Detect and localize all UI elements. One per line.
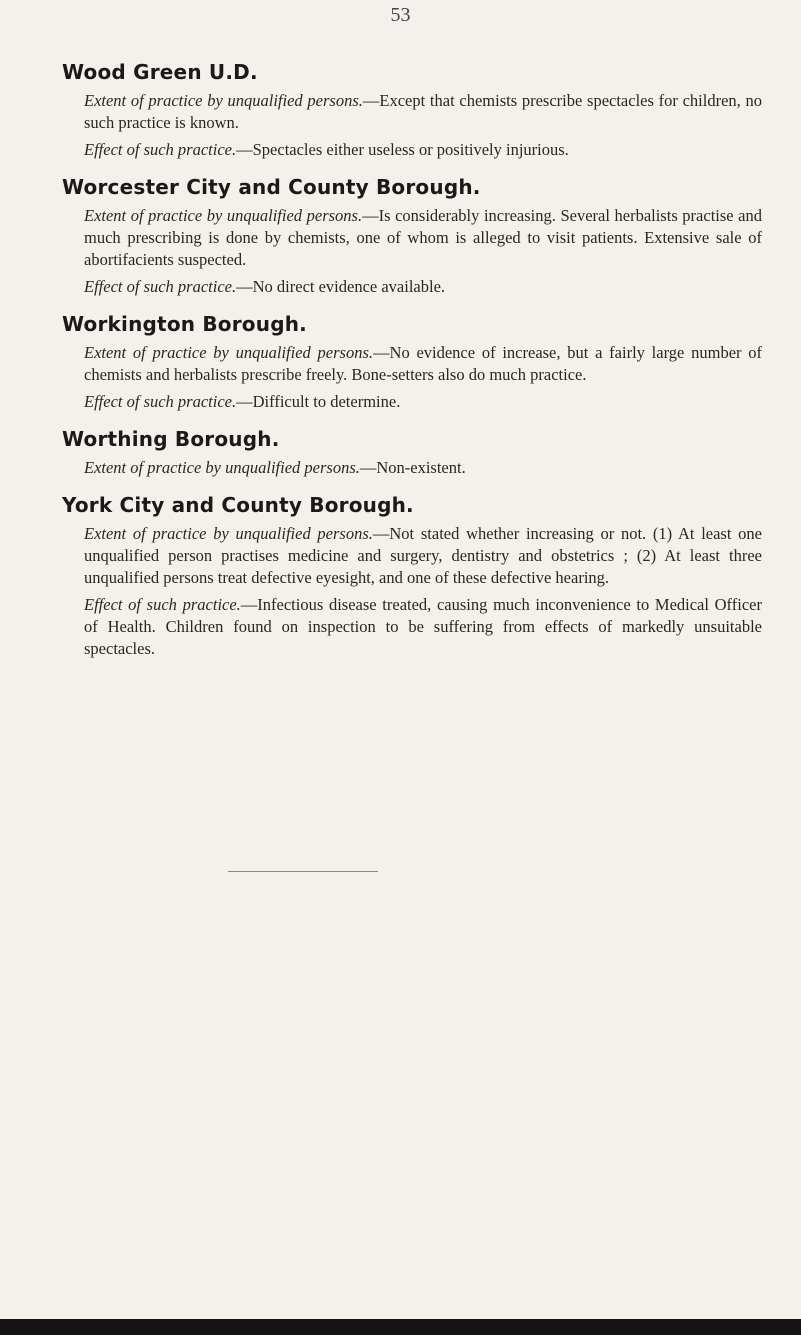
effect-text: —No direct evidence available. — [236, 277, 446, 296]
effect-paragraph — [62, 139, 762, 161]
page-number: 53 — [390, 4, 411, 26]
effect-paragraph — [62, 276, 762, 298]
effect-label: Effect of such practice. — [84, 277, 237, 296]
extent-text: —Is considerably increasing. Several herbalists practise and much prescribing is done by chemists, one of whom is alleged to visit patients. Extensive sale of abortifacients suspected. — [84, 206, 763, 269]
section-workington — [62, 312, 762, 413]
extent-label: Extent of practice by unqualified persons. — [84, 206, 363, 225]
effect-paragraph — [62, 391, 762, 413]
section-wood-green — [62, 60, 762, 161]
effect-paragraph — [62, 594, 762, 660]
extent-label: Extent of practice by unqualified persons. — [84, 343, 374, 362]
extent-text: —No evidence of increase, but a fairly large number of chemists and herbalists prescribe freely. Bone-setters also do much practice. — [84, 343, 763, 384]
effect-text: —Difficult to determine. — [236, 392, 401, 411]
section-york — [62, 493, 762, 660]
extent-paragraph — [62, 90, 762, 134]
effect-text: —Spectacles either useless or positively injurious. — [236, 140, 569, 159]
section-heading: Worcester City and County Borough. — [62, 175, 481, 199]
section-worcester — [62, 175, 762, 298]
section-heading: Wood Green U.D. — [62, 60, 258, 84]
extent-text: —Except that chemists prescribe spectacles for children, no such practice is known. — [84, 91, 763, 132]
extent-label: Extent of practice by unqualified persons. — [84, 91, 363, 110]
section-worthing — [62, 427, 762, 479]
extent-paragraph — [62, 523, 762, 589]
extent-label: Extent of practice by unqualified persons. — [84, 458, 360, 477]
page-body — [62, 60, 762, 674]
effect-label: Effect of such practice. — [84, 140, 237, 159]
page-edge-shadow — [0, 1319, 801, 1335]
effect-label: Effect of such practice. — [84, 392, 237, 411]
section-heading: Workington Borough. — [62, 312, 307, 336]
extent-text: —Non-existent. — [359, 458, 466, 477]
effect-text: —Infectious disease treated, causing much inconvenience to Medical Officer of Health. Children found on inspection to be suffering from effects of markedly unsuitable spectacles. — [84, 595, 762, 658]
section-divider — [228, 871, 378, 872]
extent-paragraph — [62, 205, 762, 271]
section-heading: York City and County Borough. — [62, 493, 414, 517]
extent-paragraph — [62, 342, 762, 386]
extent-text: —Not stated whether increasing or not. (1) At least one unqualified person practises medicine and surgery, dentistry and obstetrics ; (2) At least three unqualified persons treat defective eyesight, and one of these defective hearing. — [84, 524, 762, 587]
effect-label: Effect of such practice. — [84, 595, 241, 614]
extent-label: Extent of practice by unqualified persons. — [84, 524, 373, 543]
extent-paragraph — [62, 457, 762, 479]
section-heading: Worthing Borough. — [62, 427, 280, 451]
